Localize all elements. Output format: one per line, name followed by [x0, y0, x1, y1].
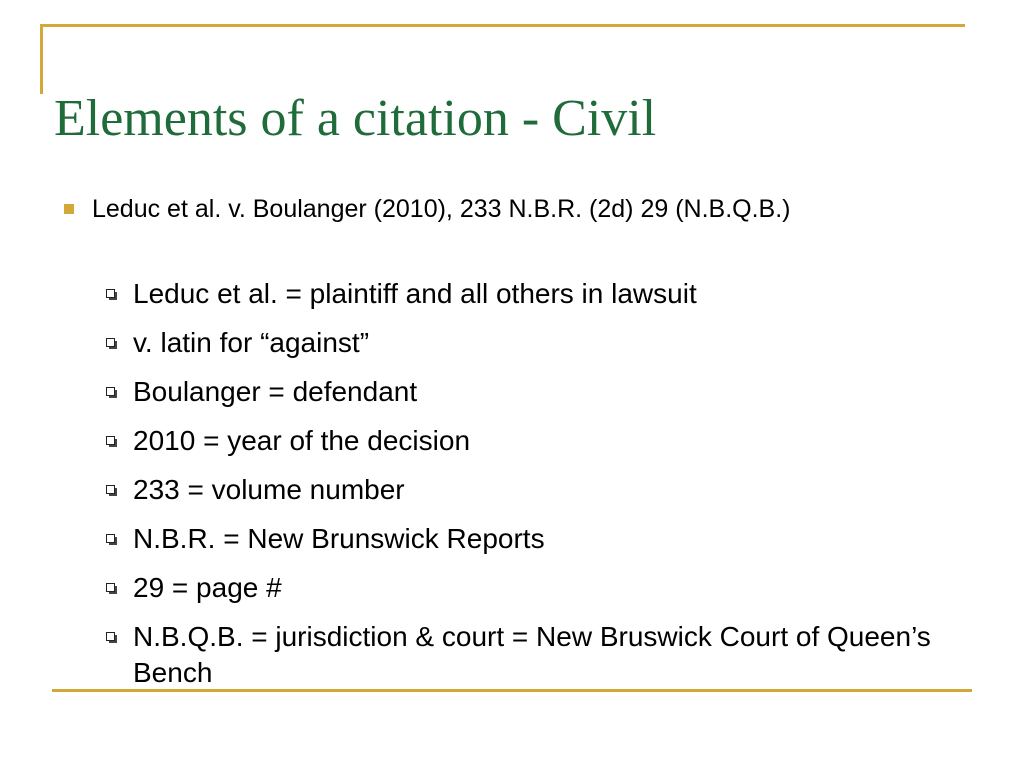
slide-title: Elements of a citation - Civil [54, 90, 657, 147]
top-left-vertical-rule [40, 24, 43, 94]
sub-bullet-text: Leduc et al. = plaintiff and all others in lawsuit [133, 278, 697, 309]
hollow-square-bullet-icon [106, 338, 115, 347]
sub-bullet-text: N.B.Q.B. = jurisdiction & court = New Bruswick Court of Queen’s Bench [133, 621, 931, 688]
sub-bullet-text: N.B.R. = New Brunswick Reports [133, 523, 545, 554]
sub-bullet-text: 233 = volume number [133, 474, 405, 505]
hollow-square-bullet-icon [106, 583, 115, 592]
sub-bullet [133, 570, 963, 606]
sub-bullet [133, 276, 963, 312]
sub-bullet-text: Boulanger = defendant [133, 376, 418, 407]
sub-bullet-text: 29 = page # [133, 572, 282, 603]
sub-bullet-text: v. latin for “against” [133, 327, 370, 358]
top-horizontal-rule [40, 24, 965, 27]
main-bullet [92, 190, 892, 228]
hollow-square-bullet-icon [106, 436, 115, 445]
sub-bullet [133, 325, 963, 361]
sub-bullet-text: 2010 = year of the decision [133, 425, 471, 456]
sub-bullet [133, 521, 963, 557]
hollow-square-bullet-icon [106, 632, 115, 641]
square-bullet-icon [64, 204, 74, 214]
hollow-square-bullet-icon [106, 534, 115, 543]
hollow-square-bullet-icon [106, 289, 115, 298]
sub-bullet [133, 619, 953, 691]
bottom-horizontal-rule [52, 689, 972, 692]
sub-bullet [133, 374, 963, 410]
sub-bullet [133, 472, 963, 508]
hollow-square-bullet-icon [106, 485, 115, 494]
hollow-square-bullet-icon [106, 387, 115, 396]
main-bullet-text: Leduc et al. v. Boulanger (2010), 233 N.B.R. (2d) 29 (N.B.Q.B.) [92, 195, 791, 223]
sub-bullet [133, 423, 963, 459]
